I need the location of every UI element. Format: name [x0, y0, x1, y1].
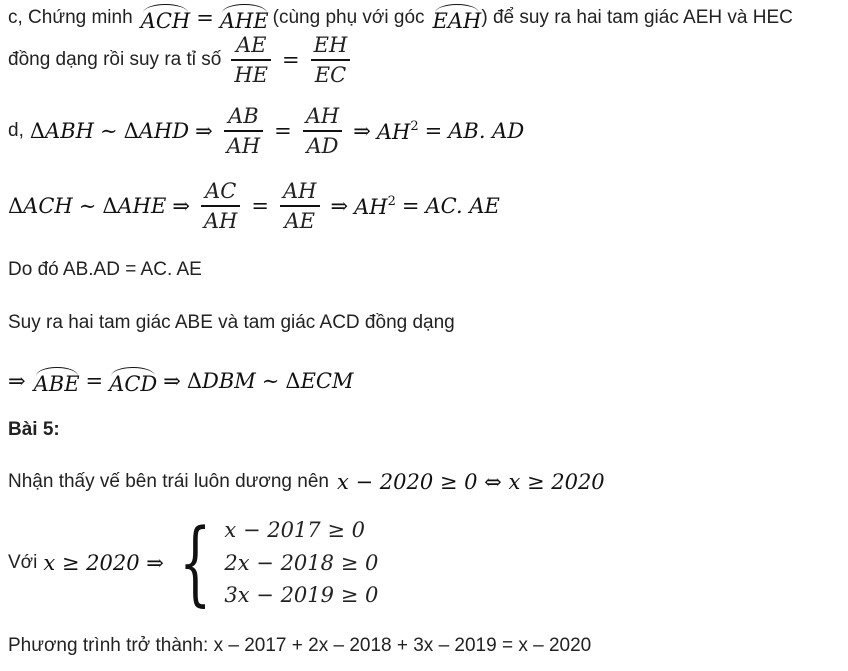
triangle-ahe: ΔAHE — [102, 194, 167, 218]
implies-arrow: ⇒ — [163, 369, 181, 393]
with-text: Với — [8, 552, 38, 573]
fraction-ae-he: $\frac{AE}{HE}$ — [231, 31, 271, 89]
equals-sign: = — [401, 194, 420, 218]
triangle-abh: ΔABH — [29, 119, 94, 143]
implies-arrow: ⇒ — [353, 119, 371, 143]
equals-sign: = — [85, 369, 104, 393]
observation-text: Nhận thấy vế bên trái luôn dương nên — [8, 471, 329, 492]
product-ac-ae: AC. AE — [425, 194, 500, 218]
angle-eah: EAH — [433, 3, 482, 33]
ah-squared: $AH^2$ — [376, 118, 419, 144]
angle-ahe: AHE — [220, 3, 269, 33]
part-c-line-2 — [8, 32, 355, 88]
triangle-ecm: ΔECM — [285, 369, 354, 393]
bai5-observation — [8, 468, 605, 496]
equals-sign: = — [282, 48, 300, 72]
bai5-system-line — [8, 509, 379, 616]
angle-acd: ACD — [109, 366, 157, 396]
part-d-final — [8, 364, 353, 398]
inequality-system — [164, 509, 379, 616]
bai5-heading: Bài 5: — [8, 419, 60, 440]
equals-sign: = — [196, 6, 214, 30]
part-c-line-1 — [8, 2, 793, 34]
triangle-ahd: ΔAHD — [123, 119, 190, 143]
triangle-dbm: ΔDBM — [186, 369, 256, 393]
implies-arrow: ⇒ — [195, 119, 213, 143]
part-c-mid-text: (cùng phụ với góc — [272, 7, 425, 28]
part-d-line-1 — [8, 102, 524, 160]
part-d-prefix: d, — [8, 120, 24, 141]
similar-symbol: ∼ — [99, 119, 118, 143]
fraction-eh-ec: $\frac{EH}{EC}$ — [311, 31, 351, 89]
part-c-suffix: ) để suy ra hai tam giác AEH và HEC — [481, 7, 793, 28]
bai5-equation: Phương trình trở thành: x – 2017 + 2x – 2018 + 3x – 2019 = x – 2020 — [8, 635, 592, 656]
similar-symbol: ∼ — [261, 369, 280, 393]
part-d-line-2 — [8, 177, 500, 235]
fraction-ac-ah: $\frac{AC}{AH}$ — [201, 177, 240, 235]
condition-math: x ≥ 2020 ⇒ — [43, 551, 164, 575]
fraction-ab-ah: $\frac{AB}{AH}$ — [224, 102, 263, 160]
fraction-ah-ad: $\frac{AH}{AD}$ — [303, 102, 342, 160]
inequality-row: 3x − 2019 ≥ 0 — [224, 583, 379, 608]
equals-sign: = — [251, 194, 270, 218]
equals-sign: = — [424, 119, 443, 143]
inequality-row: x − 2017 ≥ 0 — [224, 518, 365, 543]
fraction-ah-ae: $\frac{AH}{AE}$ — [280, 177, 319, 235]
observation-math: x − 2020 ≥ 0 ⇔ x ≥ 2020 — [336, 470, 605, 494]
conclusion-line-2: Suy ra hai tam giác ABE và tam giác ACD đồng dạng — [8, 312, 455, 333]
inequality-row: 2x − 2018 ≥ 0 — [224, 550, 379, 575]
similar-symbol: ∼ — [78, 194, 97, 218]
implies-arrow: ⇒ — [8, 369, 26, 393]
implies-arrow: ⇒ — [172, 194, 190, 218]
product-ab-ad: AB. AD — [448, 119, 525, 143]
angle-abe: ABE — [34, 366, 80, 396]
equals-sign: = — [274, 119, 292, 143]
conclusion-line-1: Do đó AB.AD = AC. AE — [8, 259, 202, 280]
left-brace-icon: { — [179, 509, 212, 616]
part-c-ratio-text: đồng dạng rồi suy ra tỉ số — [8, 49, 222, 70]
angle-ach: ACH — [141, 3, 191, 33]
part-c-prefix: c, Chứng minh — [8, 7, 133, 28]
triangle-ach: ΔACH — [8, 194, 73, 218]
ah-squared: $AH^2$ — [354, 193, 396, 219]
implies-arrow: ⇒ — [330, 194, 349, 218]
